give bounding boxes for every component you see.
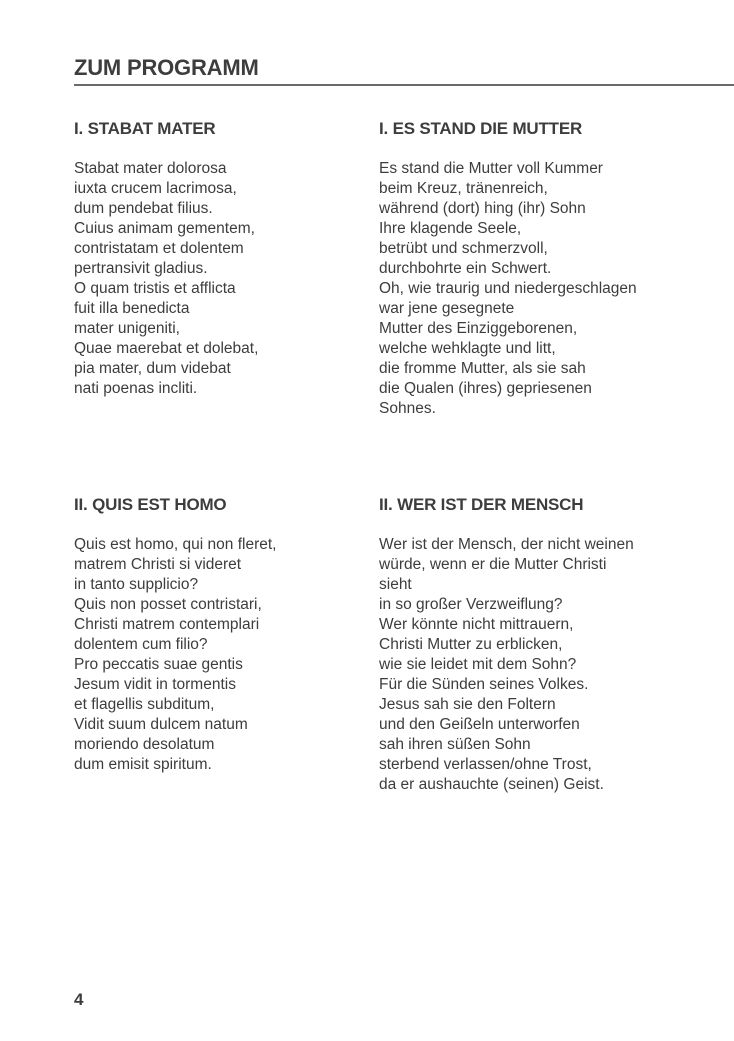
verse-line: nati poenas incliti. xyxy=(74,380,198,397)
verse-line: war jene gesegnete xyxy=(379,300,515,317)
verse-line: Jesum vidit in tormentis xyxy=(74,676,236,693)
verse-line: pia mater, dum videbat xyxy=(74,360,231,377)
verse-line: et flagellis subditum, xyxy=(74,696,215,713)
verse-line: Für die Sünden seines Volkes. xyxy=(379,676,589,693)
verse-line: contristatam et dolentem xyxy=(74,240,244,257)
verse-line: beim Kreuz, tränenreich, xyxy=(379,180,548,197)
verse-text xyxy=(379,159,679,419)
verse-text xyxy=(74,535,374,775)
verse-line: iuxta crucem lacrimosa, xyxy=(74,180,237,197)
section-quis-est-homo-latin xyxy=(74,494,374,775)
verse-text xyxy=(379,535,679,795)
verse-line: fuit illa benedicta xyxy=(74,300,190,317)
verse-line: matrem Christi si videret xyxy=(74,556,242,573)
verse-line: da er aushauchte (seinen) Geist. xyxy=(379,776,604,793)
verse-line: welche wehklagte und litt, xyxy=(379,340,556,357)
verse-line: O quam tristis et afflicta xyxy=(74,280,236,297)
verse-line: Christi matrem contemplari xyxy=(74,616,260,633)
verse-line: Sohnes. xyxy=(379,400,436,417)
verse-line: betrübt und schmerzvoll, xyxy=(379,240,548,257)
section-heading: II. QUIS EST HOMO xyxy=(74,495,227,514)
verse-line: die fromme Mutter, als sie sah xyxy=(379,360,586,377)
verse-line: Ihre klagende Seele, xyxy=(379,220,522,237)
verse-line: während (dort) hing (ihr) Sohn xyxy=(379,200,586,217)
verse-line: die Qualen (ihres) gepriesenen xyxy=(379,380,592,397)
page-header xyxy=(74,54,734,82)
section-stabat-mater-latin xyxy=(74,118,374,399)
verse-line: sterbend verlassen/ohne Trost, xyxy=(379,756,592,773)
verse-line: in so großer Verzweiflung? xyxy=(379,596,563,613)
header-divider xyxy=(74,84,734,86)
verse-line: Pro peccatis suae gentis xyxy=(74,656,243,673)
verse-line: pertransivit gladius. xyxy=(74,260,208,277)
verse-line: Cuius animam gementem, xyxy=(74,220,255,237)
verse-line: durchbohrte ein Schwert. xyxy=(379,260,552,277)
verse-line: Jesus sah sie den Foltern xyxy=(379,696,556,713)
section-wer-ist-der-mensch-german xyxy=(379,494,679,795)
page-number: 4 xyxy=(74,990,84,1009)
verse-line: wie sie leidet mit dem Sohn? xyxy=(379,656,577,673)
verse-line: und den Geißeln unterworfen xyxy=(379,716,580,733)
verse-line: dum pendebat filius. xyxy=(74,200,213,217)
page-title: ZUM PROGRAMM xyxy=(74,55,259,80)
verse-line: Vidit suum dulcem natum xyxy=(74,716,248,733)
verse-line: moriendo desolatum xyxy=(74,736,215,753)
verse-line: Mutter des Einziggeborenen, xyxy=(379,320,578,337)
verse-line: Quis est homo, qui non fleret, xyxy=(74,536,277,553)
verse-line: Es stand die Mutter voll Kummer xyxy=(379,160,603,177)
verse-line: dum emisit spiritum. xyxy=(74,756,212,773)
section-heading: I. ES STAND DIE MUTTER xyxy=(379,119,583,138)
verse-line: mater unigeniti, xyxy=(74,320,180,337)
verse-line: in tanto supplicio? xyxy=(74,576,199,593)
verse-line: Quae maerebat et dolebat, xyxy=(74,340,259,357)
verse-line: Christi Mutter zu erblicken, xyxy=(379,636,563,653)
verse-line: Stabat mater dolorosa xyxy=(74,160,227,177)
section-stabat-mater-german xyxy=(379,118,679,419)
verse-line: Wer könnte nicht mittrauern, xyxy=(379,616,574,633)
verse-line: sah ihren süßen Sohn xyxy=(379,736,531,753)
verse-line: Wer ist der Mensch, der nicht weinen xyxy=(379,536,634,553)
verse-line: Oh, wie traurig und niedergeschlagen xyxy=(379,280,637,297)
verse-text xyxy=(74,159,374,399)
verse-line: sieht xyxy=(379,576,412,593)
verse-line: würde, wenn er die Mutter Christi xyxy=(379,556,607,573)
verse-line: Quis non posset contristari, xyxy=(74,596,262,613)
verse-line: dolentem cum filio? xyxy=(74,636,208,653)
section-heading: II. WER IST DER MENSCH xyxy=(379,495,584,514)
section-heading: I. STABAT MATER xyxy=(74,119,216,138)
